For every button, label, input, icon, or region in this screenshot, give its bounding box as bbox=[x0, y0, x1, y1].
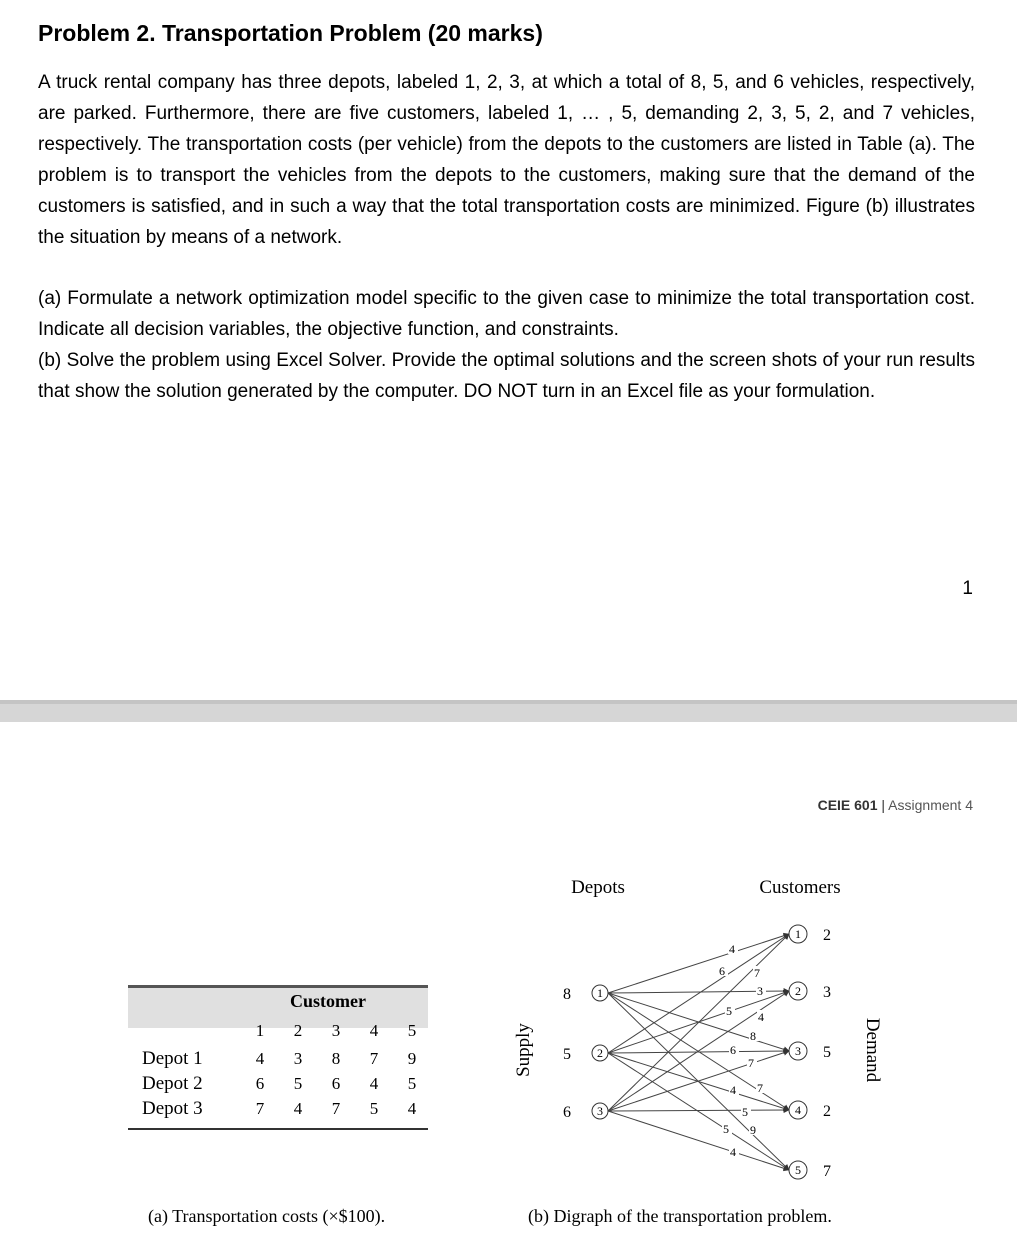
edge-label-14: 9 bbox=[750, 1123, 756, 1137]
part-a-text: (a) Formulate a network optimization model specific to the given case to minimize the total transportation cost. Indicate all decision variables, the objective function, and constraints. bbox=[38, 288, 975, 340]
edge-label-1: 4 bbox=[729, 942, 735, 956]
edge-label-15: 4 bbox=[730, 1145, 736, 1159]
edge-label-11: 7 bbox=[757, 1081, 763, 1095]
demand-value-4: 2 bbox=[823, 1103, 831, 1120]
cell-d2-c4: 4 bbox=[369, 1074, 379, 1093]
cell-d3-c3: 7 bbox=[331, 1099, 341, 1118]
edge-label-10: 4 bbox=[730, 1083, 736, 1097]
course-code: CEIE 601 bbox=[817, 797, 878, 813]
transportation-digraph bbox=[500, 860, 900, 1200]
demand-value-5: 7 bbox=[823, 1163, 831, 1180]
edge-label-4: 3 bbox=[757, 984, 763, 998]
customer-node-3-label: 3 bbox=[795, 1044, 801, 1058]
col-header-3: 3 bbox=[331, 1021, 341, 1040]
assignment-name: Assignment 4 bbox=[888, 797, 973, 813]
edge-d2-c5 bbox=[608, 1053, 789, 1170]
edge-d3-c5 bbox=[608, 1111, 789, 1170]
depot-node-3-label: 3 bbox=[597, 1104, 603, 1118]
col-header-5: 5 bbox=[407, 1021, 417, 1040]
edge-label-12: 5 bbox=[742, 1105, 748, 1119]
demand-value-1: 2 bbox=[823, 927, 831, 944]
page-header bbox=[818, 797, 973, 813]
edge-label-3: 7 bbox=[754, 966, 760, 980]
table-caption: (a) Transportation costs (×$100). bbox=[148, 1206, 386, 1226]
depot-node-1-label: 1 bbox=[597, 986, 603, 1000]
header-separator: | bbox=[877, 797, 889, 813]
cell-d3-c2: 4 bbox=[293, 1099, 303, 1118]
cost-table bbox=[128, 985, 428, 1131]
col-header-4: 4 bbox=[369, 1021, 379, 1040]
network-caption: (b) Digraph of the transportation problem. bbox=[528, 1206, 832, 1226]
cell-d3-c5: 4 bbox=[407, 1099, 417, 1118]
edge-label-2: 6 bbox=[719, 964, 725, 978]
cell-d2-c5: 5 bbox=[407, 1074, 417, 1093]
problem-intro: A truck rental company has three depots, labeled 1, 2, 3, at which a total of 8, 5, and 6 vehicles, respectively, are parked. Furthermore, there are five customers, labeled 1, … , 5, demanding 2, 3, 5, 2, and 7 vehicles, respectively. The transportation costs (per vehicle) from the depots to the customers are listed in Table (a). The problem is to transport the vehicles from the depots to the customers, making sure that the demand of the customers is satisfied, and in such a way that the total transportation costs are minimized. Figure (b) illustrates the situation by means of a network. bbox=[38, 72, 975, 248]
col-header-2: 2 bbox=[293, 1021, 303, 1040]
depots-heading: Depots bbox=[571, 877, 625, 898]
edge-label-9: 7 bbox=[748, 1056, 754, 1070]
supply-axis-label: Supply bbox=[513, 1023, 534, 1077]
customer-nodes bbox=[789, 925, 807, 1179]
edge-label-7: 8 bbox=[750, 1029, 756, 1043]
edge-label-6: 4 bbox=[758, 1010, 764, 1024]
problem-title: Problem 2. Transportation Problem (20 marks) bbox=[38, 20, 543, 46]
demand-axis-label: Demand bbox=[862, 1017, 883, 1083]
edge-label-13: 5 bbox=[723, 1122, 729, 1136]
table-header-customer: Customer bbox=[290, 991, 366, 1011]
page-separator-edge bbox=[0, 700, 1017, 704]
cell-d1-c4: 7 bbox=[369, 1049, 379, 1068]
cell-d1-c3: 8 bbox=[331, 1049, 341, 1068]
cell-d2-c3: 6 bbox=[331, 1074, 341, 1093]
col-header-1: 1 bbox=[255, 1021, 265, 1040]
demand-values bbox=[823, 927, 831, 1180]
customers-heading: Customers bbox=[759, 877, 841, 898]
cell-d3-c1: 7 bbox=[255, 1099, 265, 1118]
supply-value-1: 8 bbox=[563, 986, 571, 1003]
demand-value-2: 3 bbox=[823, 984, 831, 1001]
row-label-depot-3: Depot 3 bbox=[142, 1098, 203, 1119]
table-bottom-rule bbox=[128, 1128, 428, 1130]
part-b-text: (b) Solve the problem using Excel Solver. Provide the optimal solutions and the screen shots of your run results that show the solution generated by the computer. DO NOT turn in an Excel file as your formulation. bbox=[38, 350, 975, 402]
customer-node-2-label: 2 bbox=[795, 984, 801, 998]
page-number: 1 bbox=[962, 578, 973, 599]
supply-values bbox=[563, 986, 571, 1121]
depot-node-2-label: 2 bbox=[597, 1046, 603, 1060]
cell-d1-c1: 4 bbox=[255, 1049, 265, 1068]
cell-d1-c2: 3 bbox=[293, 1049, 303, 1068]
supply-value-2: 5 bbox=[563, 1046, 571, 1063]
edge-label-8: 6 bbox=[730, 1043, 736, 1057]
edge-d3-c4 bbox=[608, 1110, 789, 1111]
row-label-depot-2: Depot 2 bbox=[142, 1073, 203, 1094]
supply-value-3: 6 bbox=[563, 1104, 571, 1121]
customer-node-4-label: 4 bbox=[795, 1103, 801, 1117]
edge-labels bbox=[718, 942, 767, 1159]
row-label-depot-1: Depot 1 bbox=[142, 1048, 203, 1069]
cell-d3-c4: 5 bbox=[369, 1099, 379, 1118]
cell-d2-c2: 5 bbox=[293, 1074, 303, 1093]
edge-label-5: 5 bbox=[726, 1004, 732, 1018]
customer-node-1-label: 1 bbox=[795, 927, 801, 941]
cell-d1-c5: 9 bbox=[407, 1049, 417, 1068]
depot-nodes bbox=[592, 985, 608, 1119]
demand-value-3: 5 bbox=[823, 1044, 831, 1061]
cell-d2-c1: 6 bbox=[255, 1074, 265, 1093]
customer-node-5-label: 5 bbox=[795, 1163, 801, 1177]
